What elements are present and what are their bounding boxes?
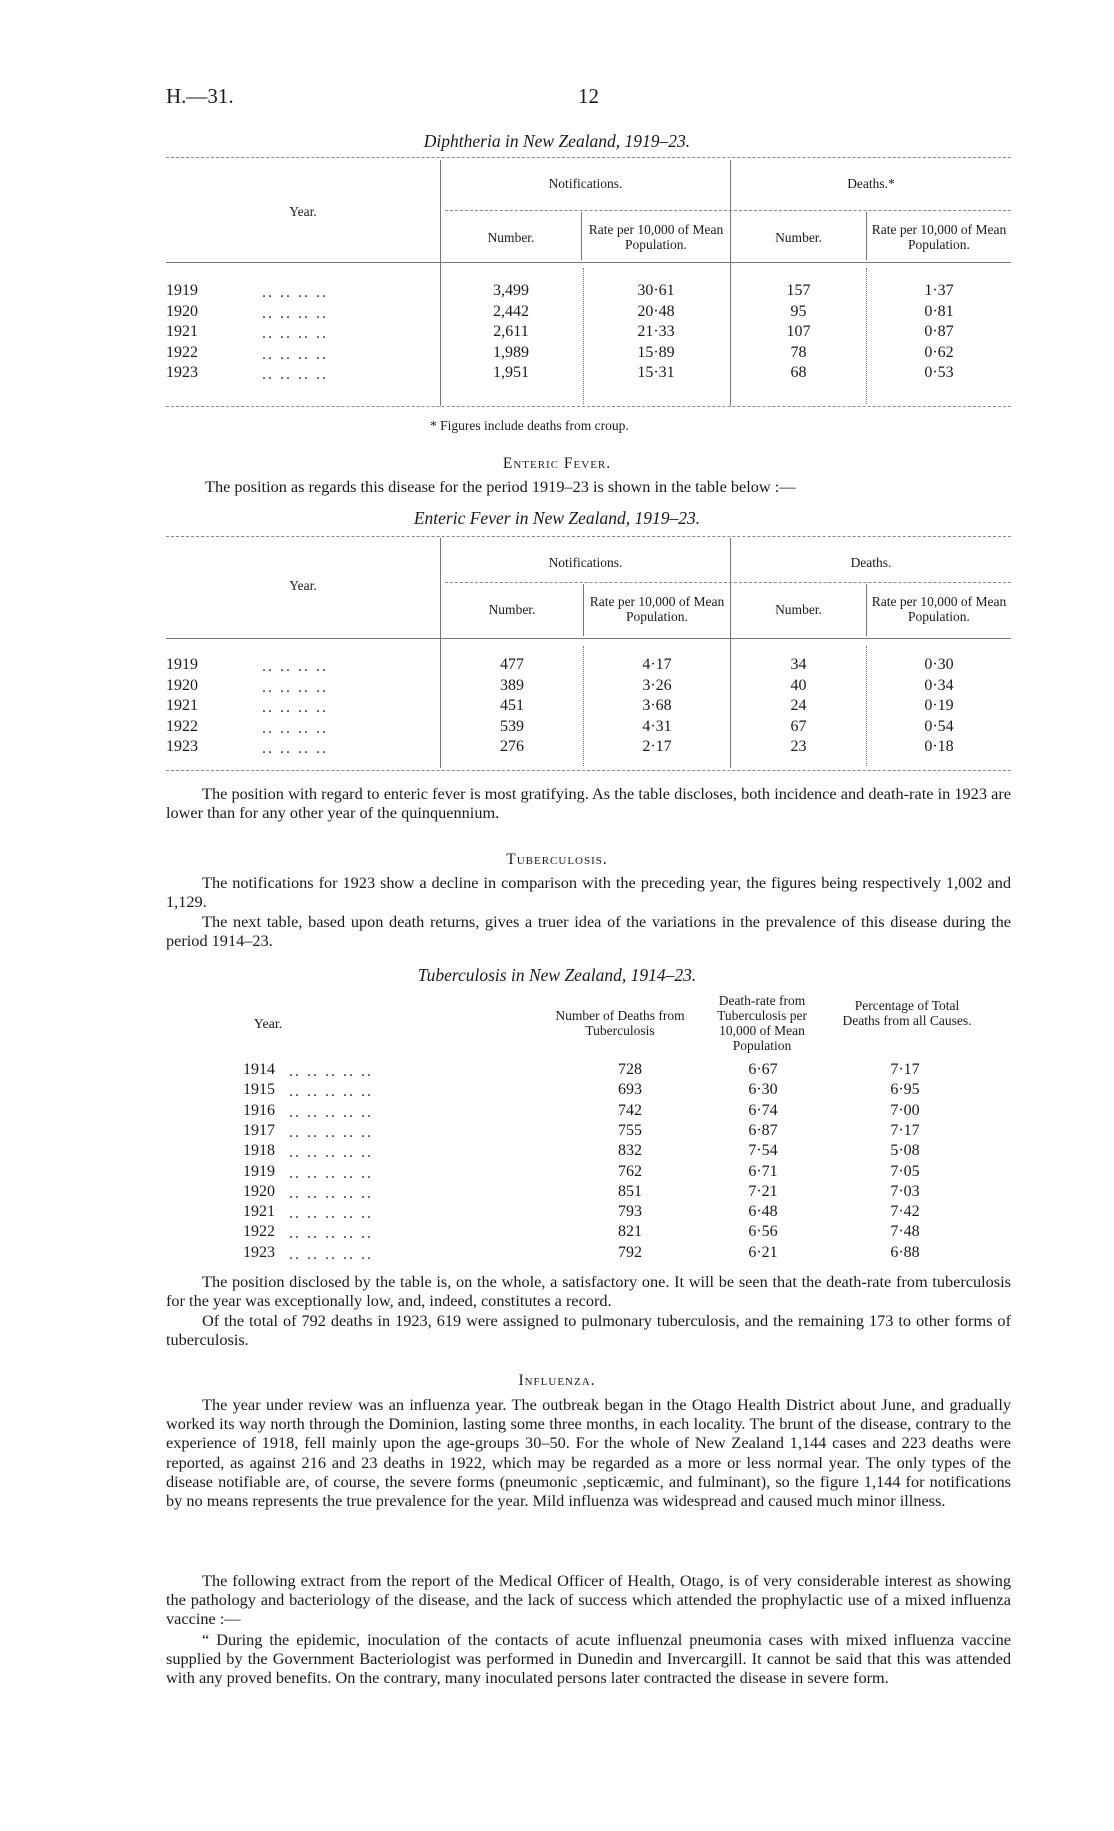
deaths-number-cell: 67	[790, 717, 807, 735]
deaths-cell: 832	[618, 1142, 642, 1160]
deaths-rate-cell: 0·62	[924, 343, 954, 361]
year-cell: 1919	[166, 656, 198, 673]
notifications-number-header: Number.	[487, 230, 535, 245]
col-rate-header: Death-rate from Tuberculosis per 10,000 of Mean Population	[717, 993, 807, 1053]
year-cell: 1920	[166, 676, 198, 694]
leader-dots: .. .. .. .. ..	[289, 1225, 373, 1243]
notifications-rate-cell: 2·17	[642, 738, 672, 755]
year-cell: 1922	[166, 717, 198, 735]
notifications-number-cell: 477	[500, 656, 524, 673]
deaths-number-cell: 157	[786, 282, 811, 299]
leader-dots: .. .. .. ..	[262, 719, 328, 737]
deaths-number-cell: 107	[786, 323, 811, 340]
deaths-cell: 792	[618, 1243, 642, 1261]
notifications-number-header: Number.	[488, 602, 536, 617]
rate-cell: 6·67	[748, 1061, 778, 1078]
deaths-rate-cell: 0·53	[924, 364, 954, 381]
rate-cell: 6·21	[748, 1243, 778, 1261]
notifications-rate-cell: 4·31	[642, 717, 672, 735]
leader-dots: .. .. .. .. ..	[289, 1184, 373, 1202]
leader-dots: .. .. .. ..	[262, 366, 328, 383]
notifications-rate-cell: 21·33	[637, 323, 675, 340]
year-cell: 1919	[166, 282, 198, 299]
leader-dots: .. .. .. ..	[262, 678, 328, 696]
deaths-group-header: Deaths.*	[847, 176, 895, 191]
percentage-cell: 7·05	[890, 1162, 920, 1180]
percentage-cell: 7·03	[890, 1182, 920, 1200]
col-year-header: Year.	[289, 578, 317, 593]
year-cell: 1918	[243, 1142, 275, 1160]
deaths-group-header: Deaths.	[850, 555, 892, 570]
notifications-rate-cell: 4·17	[642, 656, 672, 673]
deaths-rate-cell: 0·30	[924, 656, 954, 673]
percentage-cell: 6·88	[890, 1243, 920, 1261]
tuberculosis-paragraph-1: The notifications for 1923 show a decline in comparison with the preceding year, the figures being respectively 1,002 and 1,129.	[166, 873, 1011, 912]
percentage-cell: 6·95	[890, 1081, 920, 1099]
leader-dots: .. .. .. .. ..	[289, 1144, 373, 1162]
deaths-rate-header: Rate per 10,000 of Mean Population.	[871, 222, 1007, 252]
rate-cell: 6·87	[748, 1121, 778, 1139]
deaths-rate-cell: 0·18	[924, 738, 954, 755]
notifications-rate-cell: 30·61	[637, 282, 675, 299]
year-cell: 1920	[243, 1182, 275, 1200]
leader-dots: .. .. .. .. ..	[289, 1245, 373, 1263]
notifications-number-cell: 2,611	[493, 323, 529, 340]
year-cell: 1923	[166, 364, 198, 381]
notifications-number-cell: 539	[500, 717, 524, 735]
document-series: H.—31.	[166, 84, 234, 108]
year-cell: 1922	[166, 343, 198, 361]
influenza-heading: Influenza.	[518, 1372, 596, 1389]
notifications-rate-cell: 3·26	[642, 676, 672, 694]
year-cell: 1917	[243, 1121, 275, 1139]
notifications-rate-cell: 15·89	[637, 343, 675, 361]
leader-dots: .. .. .. .. ..	[289, 1103, 373, 1121]
notifications-number-cell: 389	[500, 676, 524, 694]
rate-cell: 7·54	[748, 1142, 778, 1160]
deaths-number-cell: 34	[790, 656, 807, 673]
notifications-rate-header: Rate per 10,000 of Mean Population.	[589, 594, 725, 624]
tuberculosis-heading: Tuberculosis.	[506, 851, 608, 868]
notifications-number-cell: 451	[500, 697, 524, 714]
leader-dots: .. .. .. ..	[262, 325, 328, 342]
deaths-cell: 728	[618, 1061, 642, 1078]
year-cell: 1921	[166, 697, 198, 714]
percentage-cell: 7·00	[890, 1101, 920, 1119]
leader-dots: .. .. .. ..	[262, 284, 328, 301]
deaths-rate-cell: 0·87	[924, 323, 954, 340]
deaths-number-header: Number.	[775, 230, 822, 245]
leader-dots: .. .. .. ..	[262, 740, 328, 757]
deaths-number-cell: 23	[790, 738, 807, 755]
notifications-number-cell: 3,499	[493, 282, 529, 299]
col-year-header: Year.	[253, 1017, 283, 1032]
year-cell: 1922	[243, 1223, 275, 1241]
col-year-header: Year.	[289, 204, 317, 219]
notifications-rate-cell: 20·48	[637, 302, 675, 320]
deaths-rate-cell: 0·19	[924, 697, 954, 714]
percentage-cell: 7·17	[890, 1121, 920, 1139]
leader-dots: .. .. .. ..	[262, 658, 328, 675]
notifications-number-cell: 2,442	[493, 302, 529, 320]
page-number: 12	[578, 84, 599, 108]
tuberculosis-paragraph-2: The next table, based upon death returns, gives a truer idea of the variations in the prevalence of this disease during the period 1914–23.	[166, 912, 1011, 951]
notifications-rate-cell: 3·68	[642, 697, 672, 714]
percentage-cell: 7·17	[890, 1061, 920, 1078]
rate-cell: 6·30	[748, 1081, 778, 1099]
leader-dots: .. .. .. .. ..	[289, 1123, 373, 1141]
leader-dots: .. .. .. ..	[262, 699, 328, 716]
diphtheria-caption: Diphtheria in New Zealand, 1919–23.	[423, 131, 691, 151]
rate-cell: 6·56	[748, 1223, 778, 1241]
percentage-cell: 5·08	[890, 1142, 920, 1160]
deaths-rate-header: Rate per 10,000 of Mean Population.	[871, 594, 1007, 624]
col-percentage-header: Percentage of Total Deaths from all Causes.	[842, 998, 972, 1028]
notifications-rate-cell: 15·31	[637, 364, 675, 381]
year-cell: 1914	[243, 1061, 275, 1078]
enteric-intro: The position as regards this disease for the period 1919–23 is shown in the table below :—	[205, 477, 796, 496]
rate-cell: 7·21	[748, 1182, 778, 1200]
enteric-paragraph: The position with regard to enteric fever is most gratifying. As the table discloses, both incidence and death-rate in 1923 are lower than for any other year of the quinquennium.	[166, 784, 1011, 823]
deaths-rate-cell: 0·81	[924, 302, 954, 320]
deaths-cell: 755	[618, 1121, 642, 1139]
enteric-caption: Enteric Fever in New Zealand, 1919–23.	[413, 508, 701, 528]
influenza-paragraph-1: The year under review was an influenza year. The outbreak began in the Otago Health District about June, and gradually worked its way north through the Dominion, lasting some three months, in each locality. The brunt of the disease, contrary to the experience of 1918, fell mainly upon the age-groups 30–50. For the whole of New Zealand 1,144 cases and 223 deaths were reported, as against 216 and 23 deaths in 1922, which may be regarded as a more or less normal year. The only types of the disease notifiable are, of course, the severe forms (pneumonic ,septicæmic, and fulminant), so the figure 1,144 for notifications by no means represents the true prevalence for the year. Mild influenza was widespread and caused much minor illness.	[166, 1395, 1011, 1511]
influenza-paragraph-2: The following extract from the report of the Medical Officer of Health, Otago, is of very considerable interest as showing the pathology and bacteriology of the disease, and the lack of success which attended the prophylactic use of a mixed influenza vaccine :—	[166, 1571, 1011, 1629]
enteric-heading: Enteric Fever.	[502, 455, 612, 472]
rate-cell: 6·48	[748, 1203, 778, 1221]
deaths-cell: 793	[618, 1203, 642, 1221]
percentage-cell: 7·48	[890, 1223, 920, 1241]
year-cell: 1921	[243, 1203, 275, 1221]
rate-cell: 6·71	[748, 1162, 778, 1180]
leader-dots: .. .. .. ..	[262, 345, 328, 363]
year-cell: 1920	[166, 302, 198, 320]
deaths-number-cell: 40	[790, 676, 807, 694]
deaths-cell: 821	[618, 1223, 642, 1241]
year-cell: 1916	[243, 1101, 275, 1119]
notifications-number-cell: 276	[500, 738, 524, 755]
diphtheria-footnote: * Figures include deaths from croup.	[430, 418, 629, 433]
notifications-group-header: Notifications.	[548, 555, 623, 570]
deaths-number-cell: 24	[790, 697, 807, 714]
col-deaths-header: Number of Deaths from Tuberculosis	[555, 1008, 685, 1038]
notifications-number-cell: 1,989	[493, 343, 529, 361]
notifications-group-header: Notifications.	[548, 176, 623, 191]
leader-dots: .. .. .. ..	[262, 304, 328, 322]
deaths-cell: 851	[618, 1182, 642, 1200]
notifications-rate-header: Rate per 10,000 of Mean Population.	[588, 222, 724, 252]
deaths-cell: 762	[618, 1162, 642, 1180]
deaths-cell: 742	[618, 1101, 642, 1119]
leader-dots: .. .. .. .. ..	[289, 1164, 373, 1182]
year-cell: 1923	[166, 738, 198, 755]
leader-dots: .. .. .. .. ..	[289, 1205, 373, 1223]
influenza-paragraph-3: “ During the epidemic, inoculation of the contacts of acute influenzal pneumonia cases with mixed influenza vaccine supplied by the Government Bacteriologist was performed in Dunedin and Invercargill. It cannot be said that this was attended with any proved benefits. On the contrary, many inoculated persons later contracted the disease in severe form.	[166, 1630, 1011, 1688]
tuberculosis-paragraph-4: Of the total of 792 deaths in 1923, 619 were assigned to pulmonary tuberculosis, and the remaining 173 to other forms of tuberculosis.	[166, 1311, 1011, 1350]
notifications-number-cell: 1,951	[493, 364, 529, 381]
deaths-rate-cell: 1·37	[924, 282, 954, 299]
deaths-rate-cell: 0·34	[924, 676, 954, 694]
leader-dots: .. .. .. .. ..	[289, 1083, 373, 1101]
deaths-number-cell: 78	[790, 343, 807, 361]
tuberculosis-paragraph-3: The position disclosed by the table is, on the whole, a satisfactory one. It will be seen that the death-rate from tuberculosis for the year was exceptionally low, and, indeed, constitutes a record.	[166, 1272, 1011, 1311]
year-cell: 1921	[166, 323, 198, 340]
year-cell: 1923	[243, 1243, 275, 1261]
deaths-number-cell: 95	[790, 302, 807, 320]
rate-cell: 6·74	[748, 1101, 778, 1119]
leader-dots: .. .. .. .. ..	[289, 1063, 373, 1080]
percentage-cell: 7·42	[890, 1203, 920, 1221]
year-cell: 1919	[243, 1162, 275, 1180]
year-cell: 1915	[243, 1081, 275, 1099]
deaths-cell: 693	[618, 1081, 642, 1099]
deaths-number-header: Number.	[775, 602, 822, 617]
deaths-rate-cell: 0·54	[924, 717, 954, 735]
deaths-number-cell: 68	[790, 364, 807, 381]
tuberculosis-caption: Tuberculosis in New Zealand, 1914–23.	[417, 965, 697, 985]
